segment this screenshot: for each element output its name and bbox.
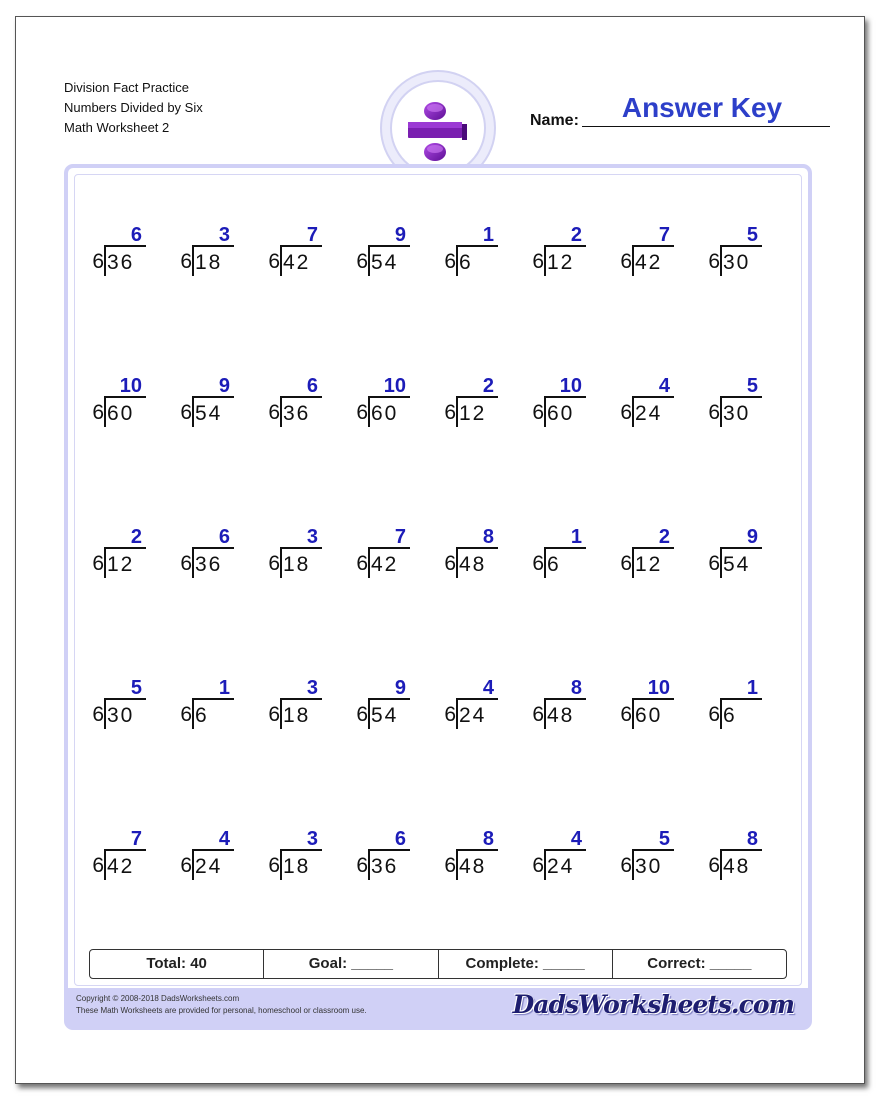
divisor: 6 <box>444 250 456 273</box>
long-division-bracket <box>104 396 146 426</box>
quotient-answer: 5 <box>658 828 670 850</box>
long-division-bracket <box>192 396 234 426</box>
brand-logo-text: DadsWorksheets.com <box>512 990 794 1019</box>
division-bar <box>544 700 546 729</box>
divisor: 6 <box>180 401 192 424</box>
division-bar <box>104 549 106 578</box>
division-problem <box>438 677 498 737</box>
quotient-answer: 5 <box>130 677 142 699</box>
division-problem <box>350 224 410 284</box>
divisor: 6 <box>92 552 104 575</box>
division-problem <box>86 677 146 737</box>
divisor: 6 <box>444 703 456 726</box>
divisor: 6 <box>708 854 720 877</box>
division-problem <box>614 677 674 737</box>
quotient-answer: 10 <box>647 677 670 699</box>
dividend: 6 <box>459 251 473 274</box>
dividend: 24 <box>195 855 223 878</box>
division-bar <box>280 851 282 880</box>
division-bar <box>192 851 194 880</box>
long-division-bracket <box>544 698 586 728</box>
dividend: 12 <box>107 553 135 576</box>
divisor: 6 <box>180 552 192 575</box>
quotient-answer: 1 <box>746 677 758 699</box>
division-bar <box>368 700 370 729</box>
divisor: 6 <box>268 854 280 877</box>
division-problem <box>174 828 234 888</box>
dividend: 30 <box>723 251 751 274</box>
dividend: 30 <box>107 704 135 727</box>
usage-text: These Math Worksheets are provided for personal, homeschool or classroom use. <box>76 1006 367 1015</box>
long-division-bracket <box>104 547 146 577</box>
quotient-answer: 8 <box>482 526 494 548</box>
quotient-answer: 1 <box>482 224 494 246</box>
quotient-answer: 6 <box>306 375 318 397</box>
divisor: 6 <box>620 703 632 726</box>
division-bar <box>456 247 458 276</box>
division-problem <box>350 375 410 435</box>
division-problem <box>526 677 586 737</box>
division-problem <box>262 677 322 737</box>
division-logo-inner <box>390 80 486 176</box>
division-problem <box>350 677 410 737</box>
dividend: 48 <box>459 553 487 576</box>
division-bar <box>720 851 722 880</box>
division-sign-icon <box>390 80 486 176</box>
long-division-bracket <box>192 849 234 879</box>
division-problem <box>86 224 146 284</box>
quotient-answer: 2 <box>482 375 494 397</box>
long-division-bracket <box>456 547 498 577</box>
divisor: 6 <box>180 703 192 726</box>
divisor: 6 <box>532 250 544 273</box>
division-bar <box>720 398 722 427</box>
dividend: 60 <box>371 402 399 425</box>
divisor: 6 <box>708 552 720 575</box>
division-problem <box>702 526 762 586</box>
long-division-bracket <box>280 396 322 426</box>
name-field-line <box>582 126 830 127</box>
division-bar <box>720 247 722 276</box>
division-problem <box>350 828 410 888</box>
quotient-answer: 6 <box>218 526 230 548</box>
worksheet-subtitle: Numbers Divided by Six <box>64 100 203 115</box>
footer-band <box>68 988 808 1026</box>
copyright-notice <box>76 993 367 1017</box>
divisor: 6 <box>708 703 720 726</box>
division-problem <box>526 224 586 284</box>
division-problem <box>438 828 498 888</box>
divisor: 6 <box>180 854 192 877</box>
long-division-bracket <box>456 245 498 275</box>
division-bar <box>280 549 282 578</box>
divisor: 6 <box>92 703 104 726</box>
divisor: 6 <box>356 552 368 575</box>
dividend: 30 <box>635 855 663 878</box>
quotient-answer: 7 <box>394 526 406 548</box>
long-division-bracket <box>368 849 410 879</box>
dividend: 54 <box>371 704 399 727</box>
division-bar <box>104 247 106 276</box>
long-division-bracket <box>720 547 762 577</box>
score-total: Total: 40 <box>90 950 264 978</box>
division-bar <box>544 247 546 276</box>
division-problem <box>86 375 146 435</box>
division-problem <box>702 224 762 284</box>
division-bar <box>192 398 194 427</box>
division-problem <box>438 375 498 435</box>
division-bar <box>632 700 634 729</box>
long-division-bracket <box>720 245 762 275</box>
quotient-answer: 8 <box>482 828 494 850</box>
division-problem <box>262 224 322 284</box>
long-division-bracket <box>632 698 674 728</box>
quotient-answer: 5 <box>746 224 758 246</box>
division-bar <box>544 549 546 578</box>
quotient-answer: 4 <box>482 677 494 699</box>
name-label: Name: <box>530 112 579 129</box>
dividend: 6 <box>195 704 209 727</box>
quotient-answer: 6 <box>394 828 406 850</box>
division-bar <box>720 700 722 729</box>
division-problem <box>174 677 234 737</box>
quotient-answer: 10 <box>559 375 582 397</box>
division-problem <box>702 375 762 435</box>
score-bar <box>89 949 787 979</box>
division-bar <box>104 398 106 427</box>
quotient-answer: 9 <box>394 677 406 699</box>
worksheet-title: Division Fact Practice <box>64 80 189 95</box>
divisor: 6 <box>268 250 280 273</box>
division-bar <box>368 549 370 578</box>
long-division-bracket <box>368 396 410 426</box>
long-division-bracket <box>544 547 586 577</box>
division-bar <box>544 398 546 427</box>
quotient-answer: 3 <box>306 828 318 850</box>
divisor: 6 <box>356 401 368 424</box>
long-division-bracket <box>280 849 322 879</box>
divisor: 6 <box>532 854 544 877</box>
divisor: 6 <box>356 250 368 273</box>
dividend: 30 <box>723 402 751 425</box>
quotient-answer: 5 <box>746 375 758 397</box>
quotient-answer: 2 <box>570 224 582 246</box>
quotient-answer: 8 <box>746 828 758 850</box>
dividend: 6 <box>547 553 561 576</box>
dividend: 54 <box>723 553 751 576</box>
dividend: 42 <box>283 251 311 274</box>
dividend: 48 <box>723 855 751 878</box>
divisor: 6 <box>268 703 280 726</box>
division-bar <box>368 247 370 276</box>
long-division-bracket <box>280 245 322 275</box>
divisor: 6 <box>92 401 104 424</box>
divisor: 6 <box>92 854 104 877</box>
long-division-bracket <box>104 698 146 728</box>
long-division-bracket <box>368 547 410 577</box>
long-division-bracket <box>280 547 322 577</box>
quotient-answer: 2 <box>658 526 670 548</box>
quotient-answer: 9 <box>394 224 406 246</box>
division-bar <box>632 247 634 276</box>
division-problem <box>438 526 498 586</box>
divisor: 6 <box>180 250 192 273</box>
division-problem <box>174 526 234 586</box>
quotient-answer: 2 <box>130 526 142 548</box>
long-division-bracket <box>280 698 322 728</box>
quotient-answer: 4 <box>218 828 230 850</box>
quotient-answer: 4 <box>570 828 582 850</box>
dividend: 18 <box>283 704 311 727</box>
quotient-answer: 4 <box>658 375 670 397</box>
score-correct: Correct: _____ <box>647 955 752 972</box>
long-division-bracket <box>368 245 410 275</box>
long-division-bracket <box>456 849 498 879</box>
division-problem <box>526 526 586 586</box>
division-bar <box>368 851 370 880</box>
dividend: 48 <box>547 704 575 727</box>
quotient-answer: 1 <box>570 526 582 548</box>
division-bar <box>104 700 106 729</box>
divisor: 6 <box>620 552 632 575</box>
division-problem <box>702 677 762 737</box>
division-bar <box>192 549 194 578</box>
long-division-bracket <box>368 698 410 728</box>
divisor: 6 <box>444 401 456 424</box>
division-problem <box>438 224 498 284</box>
divisor: 6 <box>444 854 456 877</box>
dividend: 42 <box>371 553 399 576</box>
dividend: 48 <box>459 855 487 878</box>
quotient-answer: 7 <box>306 224 318 246</box>
long-division-bracket <box>632 849 674 879</box>
divisor: 6 <box>532 552 544 575</box>
divisor: 6 <box>268 401 280 424</box>
dividend: 54 <box>195 402 223 425</box>
long-division-bracket <box>104 245 146 275</box>
division-bar <box>280 700 282 729</box>
division-bar <box>456 549 458 578</box>
dividend: 60 <box>547 402 575 425</box>
quotient-answer: 7 <box>130 828 142 850</box>
quotient-answer: 7 <box>658 224 670 246</box>
dividend: 24 <box>635 402 663 425</box>
long-division-bracket <box>456 698 498 728</box>
quotient-answer: 10 <box>119 375 142 397</box>
long-division-bracket <box>544 849 586 879</box>
dividend: 18 <box>283 855 311 878</box>
long-division-bracket <box>720 849 762 879</box>
divisor: 6 <box>268 552 280 575</box>
quotient-answer: 3 <box>218 224 230 246</box>
dividend: 60 <box>635 704 663 727</box>
divisor: 6 <box>356 854 368 877</box>
long-division-bracket <box>720 698 762 728</box>
dividend: 42 <box>635 251 663 274</box>
division-bar <box>192 700 194 729</box>
division-problem <box>614 375 674 435</box>
dividend: 24 <box>459 704 487 727</box>
divisor: 6 <box>532 703 544 726</box>
answer-key-title: Answer Key <box>621 92 783 123</box>
divisor: 6 <box>92 250 104 273</box>
dividend: 36 <box>107 251 135 274</box>
score-goal: Goal: _____ <box>264 950 438 978</box>
division-problem <box>174 375 234 435</box>
divisor: 6 <box>620 250 632 273</box>
division-bar <box>544 851 546 880</box>
division-bar <box>720 549 722 578</box>
dividend: 36 <box>195 553 223 576</box>
divisor: 6 <box>620 401 632 424</box>
division-problem <box>262 375 322 435</box>
quotient-answer: 9 <box>746 526 758 548</box>
long-division-bracket <box>632 547 674 577</box>
dividend: 12 <box>635 553 663 576</box>
division-problem <box>614 526 674 586</box>
dividend: 6 <box>723 704 737 727</box>
division-bar <box>192 247 194 276</box>
dividend: 18 <box>195 251 223 274</box>
dividend: 54 <box>371 251 399 274</box>
dividend: 12 <box>459 402 487 425</box>
division-bar <box>456 700 458 729</box>
divisor: 6 <box>708 401 720 424</box>
quotient-answer: 6 <box>130 224 142 246</box>
division-problem <box>614 828 674 888</box>
division-bar <box>632 398 634 427</box>
worksheet-number: Math Worksheet 2 <box>64 120 170 135</box>
dividend: 12 <box>547 251 575 274</box>
division-bar <box>456 851 458 880</box>
division-bar <box>280 247 282 276</box>
dividend: 60 <box>107 402 135 425</box>
divisor: 6 <box>356 703 368 726</box>
score-complete: Complete: _____ <box>439 950 613 978</box>
dividend: 24 <box>547 855 575 878</box>
division-problem <box>702 828 762 888</box>
division-problem <box>614 224 674 284</box>
divisor: 6 <box>620 854 632 877</box>
copyright-text: Copyright © 2008-2018 DadsWorksheets.com <box>76 994 240 1003</box>
division-problem <box>262 526 322 586</box>
long-division-bracket <box>632 245 674 275</box>
long-division-bracket <box>632 396 674 426</box>
division-problem <box>350 526 410 586</box>
long-division-bracket <box>544 396 586 426</box>
division-problem <box>526 828 586 888</box>
long-division-bracket <box>456 396 498 426</box>
dividend: 36 <box>283 402 311 425</box>
quotient-answer: 8 <box>570 677 582 699</box>
division-bar <box>632 851 634 880</box>
quotient-answer: 3 <box>306 677 318 699</box>
division-bar <box>368 398 370 427</box>
division-bar <box>632 549 634 578</box>
long-division-bracket <box>104 849 146 879</box>
worksheet-header <box>64 78 203 138</box>
division-bar <box>456 398 458 427</box>
problems-frame <box>64 164 812 1030</box>
long-division-bracket <box>544 245 586 275</box>
dividend: 18 <box>283 553 311 576</box>
division-bar <box>104 851 106 880</box>
division-problem <box>526 375 586 435</box>
division-problem <box>262 828 322 888</box>
division-problem <box>174 224 234 284</box>
quotient-answer: 3 <box>306 526 318 548</box>
quotient-answer: 10 <box>383 375 406 397</box>
long-division-bracket <box>192 547 234 577</box>
quotient-answer: 1 <box>218 677 230 699</box>
long-division-bracket <box>192 698 234 728</box>
divisor: 6 <box>708 250 720 273</box>
division-problem <box>86 828 146 888</box>
division-problem <box>86 526 146 586</box>
long-division-bracket <box>192 245 234 275</box>
dividend: 36 <box>371 855 399 878</box>
division-bar <box>280 398 282 427</box>
dividend: 42 <box>107 855 135 878</box>
divisor: 6 <box>532 401 544 424</box>
divisor: 6 <box>444 552 456 575</box>
quotient-answer: 9 <box>218 375 230 397</box>
long-division-bracket <box>720 396 762 426</box>
